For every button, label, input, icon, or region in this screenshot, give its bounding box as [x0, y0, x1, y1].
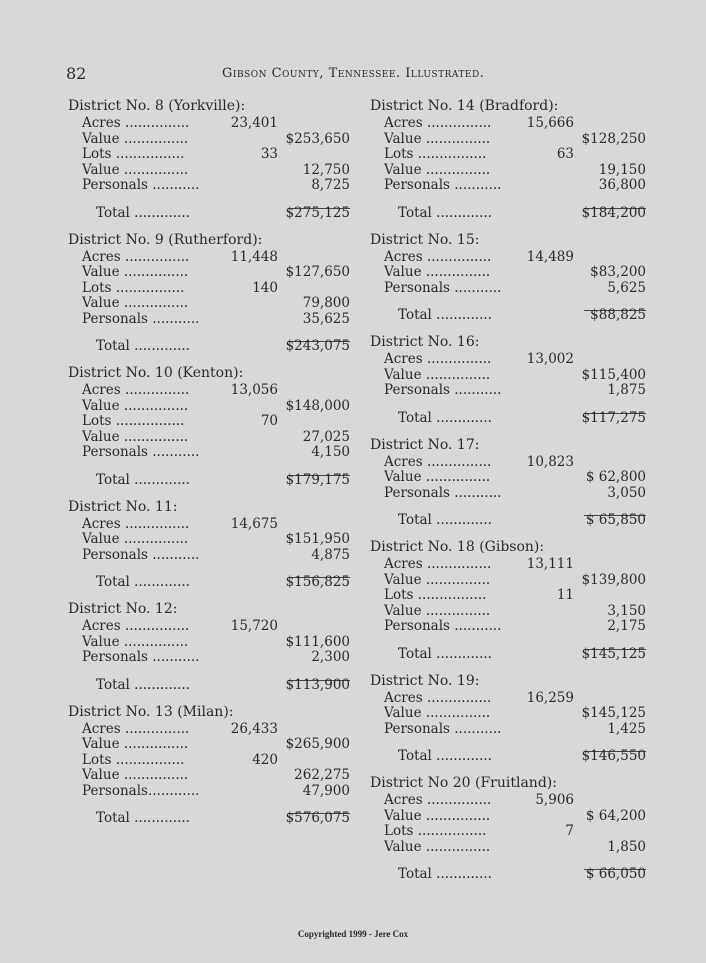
district-section — [370, 332, 646, 435]
district-row — [68, 784, 350, 800]
row-label: Personals ........... — [384, 279, 502, 296]
row-amount: 47,900 — [302, 782, 350, 799]
district-row — [370, 824, 646, 840]
row-amount: 1,875 — [607, 382, 646, 398]
row-label: Value ............... — [82, 397, 189, 414]
row-count: 11 — [556, 587, 574, 603]
row-label: Value ............... — [384, 264, 491, 280]
row-amount: 12,750 — [302, 161, 350, 178]
district-row — [370, 163, 646, 179]
row-label: Acres ............... — [82, 248, 190, 265]
total-amount: $243,075 — [285, 338, 350, 354]
row-amount: $139,800 — [581, 571, 646, 588]
district-row — [370, 470, 646, 486]
row-count: 13,056 — [230, 382, 278, 398]
total-row — [370, 745, 646, 767]
row-amount: $111,600 — [285, 633, 350, 650]
district-title: District No. 14 (Bradford): — [370, 98, 559, 114]
row-amount: 2,300 — [311, 649, 350, 665]
district-row — [68, 178, 350, 194]
row-label: Value ............... — [384, 366, 491, 383]
row-label: Personals ........... — [82, 444, 200, 460]
row-amount: $ 62,800 — [585, 469, 646, 485]
district-row — [370, 455, 646, 471]
row-label: Lots ................ — [82, 751, 185, 768]
district-title: District No 20 (Fruitland): — [370, 775, 557, 791]
running-head: Gibson County, Tennessee. Illustrated. — [222, 66, 485, 81]
total-amount: $88,825 — [590, 307, 646, 323]
row-label: Personals............ — [82, 782, 200, 799]
row-count: 7 — [565, 823, 574, 839]
row-label: Value ............... — [82, 736, 189, 752]
total-amount: $146,550 — [581, 748, 646, 764]
row-amount: 1,850 — [607, 838, 646, 855]
total-label: Total ............. — [398, 645, 492, 662]
district-row — [370, 352, 646, 368]
row-amount: 3,050 — [607, 484, 646, 501]
district-row — [68, 163, 350, 179]
row-count: 13,111 — [526, 556, 574, 572]
row-label: Personals ........... — [384, 618, 502, 634]
row-label: Value ............... — [82, 264, 189, 280]
district-row — [68, 619, 350, 635]
total-row — [370, 304, 646, 326]
row-count: 33 — [260, 146, 278, 162]
total-amount: $275,125 — [285, 204, 350, 221]
row-label: Value ............... — [82, 161, 189, 178]
district-section — [370, 435, 646, 538]
row-amount: $115,400 — [581, 366, 646, 383]
district-title: District No. 18 (Gibson): — [370, 539, 545, 555]
district-row — [370, 281, 646, 297]
row-amount: 3,150 — [607, 602, 646, 619]
total-amount: $156,825 — [285, 574, 350, 590]
page-number: 82 — [66, 64, 87, 83]
district-title: District No. 16: — [370, 334, 480, 350]
row-count: 10,823 — [526, 453, 574, 470]
total-amount: $145,125 — [581, 645, 646, 662]
row-amount: 4,875 — [311, 546, 350, 563]
row-label: Lots ................ — [82, 279, 185, 296]
row-count: 11,448 — [230, 248, 278, 265]
row-amount: $128,250 — [581, 130, 646, 147]
row-amount: 36,800 — [598, 177, 646, 193]
district-section — [68, 702, 350, 836]
row-amount: $148,000 — [285, 397, 350, 414]
total-row — [370, 863, 646, 885]
row-count: 14,675 — [230, 515, 278, 532]
page-header — [0, 64, 706, 84]
row-amount: $ 64,200 — [585, 807, 646, 824]
row-count: 15,666 — [526, 115, 574, 131]
row-label: Value ............... — [82, 531, 189, 547]
district-row — [370, 604, 646, 620]
row-label: Value ............... — [384, 602, 491, 619]
row-label: Value ............... — [384, 571, 491, 588]
row-label: Acres ............... — [384, 351, 492, 367]
total-label: Total ............. — [398, 409, 492, 426]
district-row — [68, 635, 350, 651]
district-title: District No. 19: — [370, 672, 480, 689]
district-row — [68, 147, 350, 163]
district-row — [68, 517, 350, 533]
district-row — [68, 430, 350, 446]
total-label: Total ............. — [96, 471, 190, 488]
district-row — [68, 548, 350, 564]
row-count: 63 — [556, 146, 574, 162]
district-row — [68, 722, 350, 738]
row-amount: 4,150 — [311, 444, 350, 460]
district-title: District No. 17: — [370, 436, 480, 453]
total-row — [68, 469, 350, 491]
row-count: 13,002 — [526, 351, 574, 367]
row-count: 5,906 — [535, 792, 574, 808]
row-label: Value ............... — [384, 838, 491, 855]
row-count: 70 — [260, 413, 278, 429]
row-count: 15,720 — [230, 618, 278, 634]
district-title: District No. 12: — [68, 601, 178, 617]
row-label: Personals ........... — [384, 382, 502, 398]
row-label: Personals ........... — [82, 649, 200, 665]
row-label: Personals ........... — [82, 177, 200, 193]
total-label: Total ............. — [398, 204, 492, 221]
district-title: District No. 13 (Milan): — [68, 703, 234, 720]
row-label: Acres ............... — [82, 720, 190, 737]
district-title: District No. 9 (Rutherford): — [68, 231, 263, 248]
total-row — [68, 571, 350, 593]
district-row — [68, 753, 350, 769]
district-section — [370, 671, 646, 774]
district-row — [370, 368, 646, 384]
row-label: Lots ................ — [82, 146, 185, 162]
district-row — [68, 768, 350, 784]
district-row — [370, 588, 646, 604]
row-label: Personals ........... — [384, 484, 502, 501]
district-section — [68, 96, 350, 230]
row-count: 420 — [252, 751, 278, 768]
district-row — [68, 132, 350, 148]
row-label: Value ............... — [82, 633, 189, 650]
row-label: Acres ............... — [384, 556, 492, 572]
row-label: Value ............... — [82, 295, 189, 311]
row-amount: 2,175 — [607, 618, 646, 634]
row-amount: 262,275 — [294, 767, 350, 783]
district-title: District No. 10 (Kenton): — [68, 365, 244, 381]
total-row — [68, 335, 350, 357]
row-label: Value ............... — [82, 428, 189, 445]
row-amount: $145,125 — [581, 705, 646, 721]
district-section — [370, 230, 646, 333]
district-row — [370, 840, 646, 856]
district-section — [68, 497, 350, 600]
district-section — [68, 230, 350, 364]
total-label: Total ............. — [398, 307, 492, 323]
total-row — [370, 509, 646, 531]
row-label: Value ............... — [384, 469, 491, 485]
total-amount: $184,200 — [581, 204, 646, 221]
district-row — [370, 573, 646, 589]
spacer — [68, 829, 350, 835]
left-column — [68, 96, 350, 835]
row-count: 16,259 — [526, 689, 574, 706]
district-row — [68, 399, 350, 415]
row-label: Value ............... — [384, 705, 491, 721]
total-amount: $ 66,050 — [585, 866, 646, 882]
district-row — [370, 383, 646, 399]
district-title: District No. 11: — [68, 498, 178, 515]
total-row — [68, 674, 350, 696]
total-label: Total ............. — [398, 866, 492, 882]
right-column — [370, 96, 646, 891]
row-amount: 19,150 — [598, 161, 646, 178]
district-row — [68, 650, 350, 666]
total-row — [68, 807, 350, 829]
district-row — [68, 414, 350, 430]
row-count: 140 — [252, 279, 278, 296]
total-label: Total ............. — [96, 574, 190, 590]
row-label: Personals ........... — [82, 310, 200, 327]
row-label: Personals ........... — [384, 720, 502, 737]
total-row — [370, 643, 646, 665]
row-amount: 35,625 — [302, 310, 350, 327]
total-row — [370, 407, 646, 429]
total-label: Total ............. — [96, 338, 190, 354]
row-count: 23,401 — [230, 115, 278, 131]
row-label: Acres ............... — [82, 115, 190, 131]
row-label: Acres ............... — [384, 792, 492, 808]
total-amount: $ 65,850 — [585, 512, 646, 528]
row-label: Personals ........... — [384, 177, 502, 193]
row-amount: 5,625 — [607, 279, 646, 296]
row-label: Acres ............... — [384, 689, 492, 706]
district-row — [68, 737, 350, 753]
district-row — [370, 793, 646, 809]
total-label: Total ............. — [398, 512, 492, 528]
row-label: Acres ............... — [82, 382, 190, 398]
total-row — [370, 202, 646, 224]
district-row — [68, 281, 350, 297]
district-row — [68, 312, 350, 328]
district-row — [370, 557, 646, 573]
district-section — [370, 96, 646, 230]
row-amount: 8,725 — [311, 177, 350, 193]
district-row — [370, 691, 646, 707]
total-label: Total ............. — [96, 810, 190, 826]
row-amount: $151,950 — [285, 531, 350, 547]
district-row — [68, 383, 350, 399]
row-label: Value ............... — [82, 130, 189, 147]
district-row — [68, 445, 350, 461]
row-amount: 79,800 — [302, 295, 350, 311]
district-row — [68, 250, 350, 266]
district-row — [370, 147, 646, 163]
copyright-footer: Copyrighted 1999 - Jere Cox — [297, 929, 409, 939]
row-label: Lots ................ — [82, 413, 185, 429]
district-section — [370, 537, 646, 671]
row-amount: $253,650 — [285, 130, 350, 147]
row-amount: $265,900 — [285, 736, 350, 752]
total-row — [68, 202, 350, 224]
district-row — [370, 250, 646, 266]
row-amount: $127,650 — [285, 264, 350, 280]
row-label: Acres ............... — [82, 618, 190, 634]
district-row — [370, 116, 646, 132]
row-amount: 1,425 — [607, 720, 646, 737]
row-label: Lots ................ — [384, 146, 487, 162]
spacer — [370, 885, 646, 891]
row-label: Value ............... — [384, 161, 491, 178]
district-section — [68, 363, 350, 497]
district-row — [370, 619, 646, 635]
district-section — [68, 599, 350, 702]
row-label: Acres ............... — [384, 115, 492, 131]
district-row — [370, 265, 646, 281]
district-row — [68, 265, 350, 281]
total-amount: $179,175 — [285, 471, 350, 488]
district-row — [68, 116, 350, 132]
row-label: Value ............... — [82, 767, 189, 783]
row-amount: 27,025 — [302, 428, 350, 445]
district-title: District No. 15: — [370, 231, 480, 248]
total-amount: $113,900 — [285, 676, 350, 693]
row-label: Value ............... — [384, 807, 491, 824]
total-label: Total ............. — [96, 676, 190, 693]
row-label: Personals ........... — [82, 546, 200, 563]
district-row — [370, 486, 646, 502]
total-label: Total ............. — [96, 204, 190, 221]
district-row — [370, 722, 646, 738]
row-amount: $83,200 — [590, 264, 646, 280]
district-row — [68, 296, 350, 312]
total-amount: $576,075 — [285, 810, 350, 826]
district-row — [370, 809, 646, 825]
row-label: Value ............... — [384, 130, 491, 147]
row-label: Acres ............... — [82, 515, 190, 532]
row-label: Acres ............... — [384, 453, 492, 470]
row-label: Lots ................ — [384, 823, 487, 839]
district-section — [370, 773, 646, 891]
district-row — [68, 532, 350, 548]
row-label: Lots ................ — [384, 587, 487, 603]
district-row — [370, 706, 646, 722]
district-row — [370, 178, 646, 194]
total-amount: $117,275 — [581, 409, 646, 426]
row-count: 26,433 — [230, 720, 278, 737]
district-row — [370, 132, 646, 148]
total-label: Total ............. — [398, 748, 492, 764]
row-label: Acres ............... — [384, 248, 492, 265]
district-title: District No. 8 (Yorkville): — [68, 98, 246, 114]
row-count: 14,489 — [526, 248, 574, 265]
